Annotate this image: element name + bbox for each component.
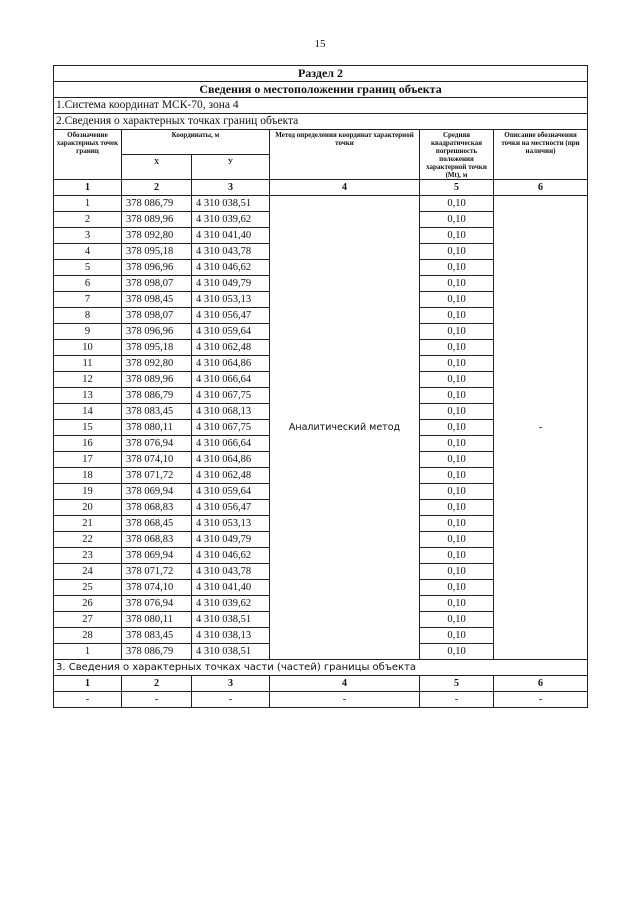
point-number: 18: [54, 468, 122, 484]
description-cell: -: [494, 196, 588, 660]
part-cell: -: [420, 692, 494, 708]
column-number: 6: [494, 676, 588, 692]
point-number: 26: [54, 596, 122, 612]
point-accuracy: 0,10: [420, 628, 494, 644]
point-accuracy: 0,10: [420, 276, 494, 292]
point-x: 378 076,94: [122, 596, 192, 612]
point-y: 4 310 043,78: [192, 244, 270, 260]
point-y: 4 310 038,51: [192, 196, 270, 212]
column-number: 6: [494, 180, 588, 196]
point-x: 378 069,94: [122, 548, 192, 564]
point-x: 378 098,07: [122, 276, 192, 292]
part-column-numbers-row: [54, 676, 588, 692]
point-accuracy: 0,10: [420, 356, 494, 372]
point-x: 378 098,45: [122, 292, 192, 308]
point-y: 4 310 038,51: [192, 644, 270, 660]
point-accuracy: 0,10: [420, 420, 494, 436]
point-accuracy: 0,10: [420, 500, 494, 516]
point-y: 4 310 067,75: [192, 420, 270, 436]
table-body: [54, 66, 588, 708]
point-number: 9: [54, 324, 122, 340]
points-heading-row: [54, 114, 588, 130]
point-y: 4 310 041,40: [192, 580, 270, 596]
point-accuracy: 0,10: [420, 212, 494, 228]
point-y: 4 310 059,64: [192, 324, 270, 340]
column-numbers-row: [54, 180, 588, 196]
point-y: 4 310 049,79: [192, 532, 270, 548]
point-y: 4 310 064,86: [192, 356, 270, 372]
point-number: 10: [54, 340, 122, 356]
point-y: 4 310 053,13: [192, 516, 270, 532]
column-number: 3: [192, 676, 270, 692]
point-x: 378 083,45: [122, 628, 192, 644]
column-number: 5: [420, 676, 494, 692]
point-number: 15: [54, 420, 122, 436]
point-x: 378 089,96: [122, 212, 192, 228]
point-x: 378 083,45: [122, 404, 192, 420]
point-number: 23: [54, 548, 122, 564]
point-number: 7: [54, 292, 122, 308]
point-accuracy: 0,10: [420, 580, 494, 596]
header-accuracy: Средняя квадратическая погрешность положения характерной точки (Mt), м: [420, 130, 494, 180]
point-number: 5: [54, 260, 122, 276]
section-title-row: [54, 66, 588, 82]
point-accuracy: 0,10: [420, 260, 494, 276]
point-x: 378 092,80: [122, 356, 192, 372]
point-number: 24: [54, 564, 122, 580]
point-y: 4 310 039,62: [192, 596, 270, 612]
header-row-1: [54, 130, 588, 155]
part-heading-row: [54, 660, 588, 676]
point-y: 4 310 066,64: [192, 372, 270, 388]
point-accuracy: 0,10: [420, 564, 494, 580]
point-accuracy: 0,10: [420, 596, 494, 612]
header-point-designation: Обозначение характерных точек границ: [54, 130, 122, 180]
point-y: 4 310 067,75: [192, 388, 270, 404]
part-heading: 3. Сведения о характерных точках части (частей) границы объекта: [54, 660, 588, 676]
point-x: 378 096,96: [122, 324, 192, 340]
column-number: 2: [122, 180, 192, 196]
point-accuracy: 0,10: [420, 196, 494, 212]
point-x: 378 095,18: [122, 244, 192, 260]
point-number: 19: [54, 484, 122, 500]
point-accuracy: 0,10: [420, 308, 494, 324]
point-y: 4 310 038,51: [192, 612, 270, 628]
point-y: 4 310 046,62: [192, 260, 270, 276]
point-accuracy: 0,10: [420, 404, 494, 420]
section-title: Раздел 2: [54, 66, 588, 82]
point-x: 378 069,94: [122, 484, 192, 500]
point-y: 4 310 043,78: [192, 564, 270, 580]
point-x: 378 080,11: [122, 612, 192, 628]
header-coordinates: Координаты, м: [122, 130, 270, 155]
point-x: 378 068,45: [122, 516, 192, 532]
point-number: 2: [54, 212, 122, 228]
point-y: 4 310 056,47: [192, 500, 270, 516]
coord-system: 1.Система координат МСК-70, зона 4: [54, 98, 588, 114]
point-number: 3: [54, 228, 122, 244]
point-x: 378 068,83: [122, 500, 192, 516]
point-accuracy: 0,10: [420, 244, 494, 260]
point-y: 4 310 039,62: [192, 212, 270, 228]
point-x: 378 095,18: [122, 340, 192, 356]
column-number: 2: [122, 676, 192, 692]
header-description: Описание обозначения точки на местности (при наличии): [494, 130, 588, 180]
point-y: 4 310 068,13: [192, 404, 270, 420]
point-y: 4 310 056,47: [192, 308, 270, 324]
point-accuracy: 0,10: [420, 436, 494, 452]
point-accuracy: 0,10: [420, 484, 494, 500]
point-y: 4 310 062,48: [192, 340, 270, 356]
point-number: 28: [54, 628, 122, 644]
point-number: 17: [54, 452, 122, 468]
column-number: 5: [420, 180, 494, 196]
part-cell: -: [54, 692, 122, 708]
point-x: 378 086,79: [122, 388, 192, 404]
point-y: 4 310 062,48: [192, 468, 270, 484]
point-number: 22: [54, 532, 122, 548]
point-accuracy: 0,10: [420, 516, 494, 532]
point-x: 378 071,72: [122, 468, 192, 484]
point-accuracy: 0,10: [420, 532, 494, 548]
part-data-row: [54, 692, 588, 708]
point-y: 4 310 049,79: [192, 276, 270, 292]
point-y: 4 310 064,86: [192, 452, 270, 468]
points-heading: 2.Сведения о характерных точках границ объекта: [54, 114, 588, 130]
point-accuracy: 0,10: [420, 228, 494, 244]
column-number: 4: [270, 180, 420, 196]
point-x: 378 089,96: [122, 372, 192, 388]
point-number: 14: [54, 404, 122, 420]
column-number: 4: [270, 676, 420, 692]
point-accuracy: 0,10: [420, 452, 494, 468]
header-method: Метод определения координат характерной точки: [270, 130, 420, 180]
point-number: 25: [54, 580, 122, 596]
point-x: 378 080,11: [122, 420, 192, 436]
point-accuracy: 0,10: [420, 468, 494, 484]
point-number: 27: [54, 612, 122, 628]
point-accuracy: 0,10: [420, 548, 494, 564]
point-accuracy: 0,10: [420, 644, 494, 660]
point-x: 378 086,79: [122, 196, 192, 212]
point-x: 378 074,10: [122, 452, 192, 468]
point-y: 4 310 041,40: [192, 228, 270, 244]
point-number: 12: [54, 372, 122, 388]
point-number: 11: [54, 356, 122, 372]
section-subtitle-row: [54, 82, 588, 98]
coord-system-row: [54, 98, 588, 114]
point-x: 378 098,07: [122, 308, 192, 324]
column-number: 1: [54, 180, 122, 196]
point-accuracy: 0,10: [420, 340, 494, 356]
part-cell: -: [270, 692, 420, 708]
point-y: 4 310 038,13: [192, 628, 270, 644]
point-number: 20: [54, 500, 122, 516]
point-y: 4 310 046,62: [192, 548, 270, 564]
page-number: 15: [314, 38, 326, 50]
point-number: 4: [54, 244, 122, 260]
point-number: 16: [54, 436, 122, 452]
point-x: 378 092,80: [122, 228, 192, 244]
part-cell: -: [122, 692, 192, 708]
header-x: X: [122, 155, 192, 180]
column-number: 1: [54, 676, 122, 692]
point-accuracy: 0,10: [420, 612, 494, 628]
point-number: 8: [54, 308, 122, 324]
point-number: 6: [54, 276, 122, 292]
part-cell: -: [192, 692, 270, 708]
point-y: 4 310 053,13: [192, 292, 270, 308]
point-x: 378 071,72: [122, 564, 192, 580]
point-number: 21: [54, 516, 122, 532]
point-accuracy: 0,10: [420, 292, 494, 308]
boundary-table: [53, 65, 588, 708]
point-accuracy: 0,10: [420, 372, 494, 388]
part-cell: -: [494, 692, 588, 708]
point-x: 378 076,94: [122, 436, 192, 452]
section-subtitle: Сведения о местоположении границ объекта: [54, 82, 588, 98]
header-y: У: [192, 155, 270, 180]
point-x: 378 074,10: [122, 580, 192, 596]
point-accuracy: 0,10: [420, 388, 494, 404]
point-y: 4 310 059,64: [192, 484, 270, 500]
point-number: 1: [54, 196, 122, 212]
table-row: [54, 196, 588, 212]
point-accuracy: 0,10: [420, 324, 494, 340]
point-x: 378 096,96: [122, 260, 192, 276]
point-number: 13: [54, 388, 122, 404]
point-number: 1: [54, 644, 122, 660]
point-y: 4 310 066,64: [192, 436, 270, 452]
column-number: 3: [192, 180, 270, 196]
method-cell: Аналитический метод: [270, 196, 420, 660]
point-x: 378 086,79: [122, 644, 192, 660]
point-x: 378 068,83: [122, 532, 192, 548]
